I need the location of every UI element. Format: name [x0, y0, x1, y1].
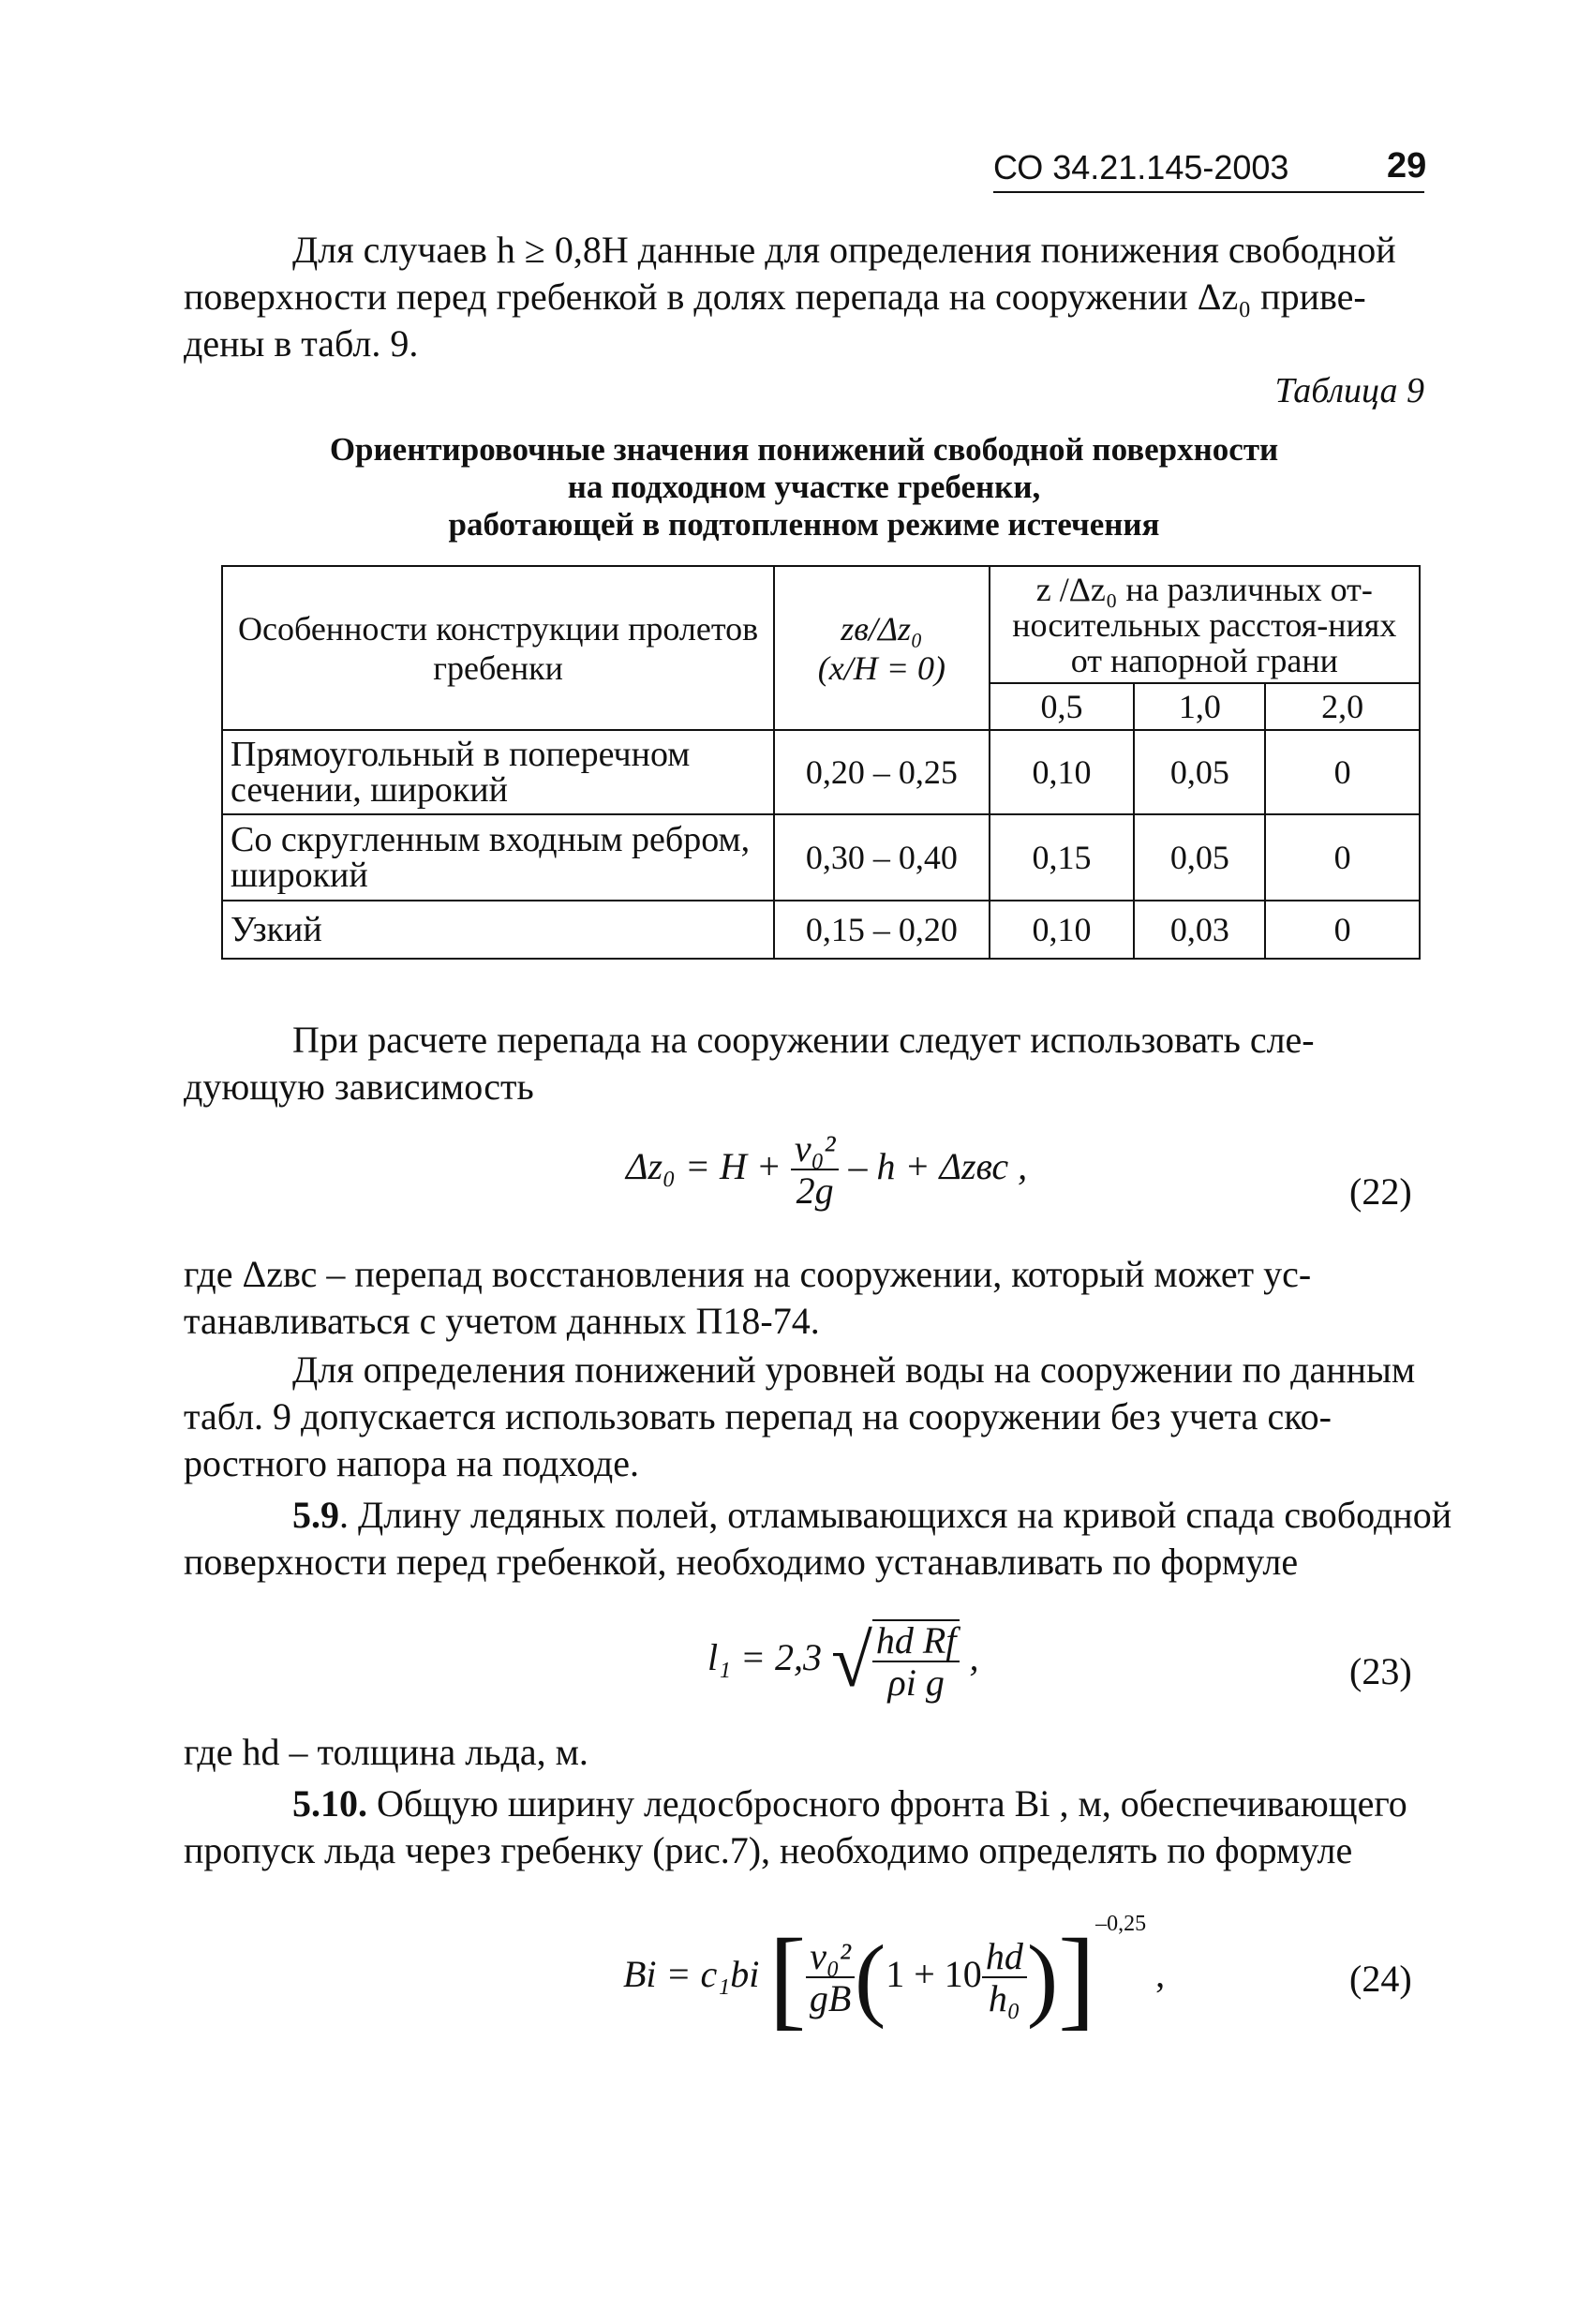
formula-24-denominator-2: h₀	[988, 1976, 1020, 2019]
table-label: Таблица 9	[1274, 371, 1424, 410]
formula-24	[623, 1912, 1166, 2040]
formula-22-number: (22)	[1349, 1170, 1412, 1213]
formula-24-tail: ,	[1155, 1953, 1166, 1995]
formula-24-numerator-2: hd	[982, 1937, 1027, 1978]
row-v2: 0,05	[1134, 814, 1265, 901]
right-bracket-icon: ]	[1058, 1914, 1096, 2040]
row-z0: 0,20 – 0,25	[774, 730, 990, 814]
formula-22-denominator: 2g	[796, 1169, 834, 1212]
formula-23-fraction	[872, 1619, 960, 1704]
calc-line-2: дующую зависимость	[184, 1065, 534, 1108]
document-code: СО 34.21.145-2003	[993, 148, 1289, 186]
intro-line-2: поверхности перед гребенкой в долях перепада на сооружении Δz₀ приве-	[184, 276, 1366, 318]
formula-23-lhs: l₁ = 2,3	[707, 1636, 823, 1679]
formula-24-numerator-1: v₀²	[806, 1937, 855, 1978]
section-5-10-line-1	[292, 1780, 1424, 1827]
formula-24-denominator-1: gB	[809, 1976, 852, 2019]
left-bracket-icon: [	[768, 1914, 807, 2040]
col-header-z0-line-2: (x/H = 0)	[817, 648, 945, 687]
formula-22	[626, 1129, 1027, 1212]
header-rule	[993, 191, 1424, 193]
formula-23-tail: ,	[969, 1636, 979, 1679]
where22-line-2: танавливаться с учетом данных П18-74.	[184, 1300, 820, 1342]
formula-24-fraction-2	[982, 1934, 1027, 2019]
sub-header-0-5: 0,5	[990, 683, 1135, 730]
table-row	[222, 730, 1420, 814]
row-name: Узкий	[222, 901, 774, 959]
formula-22-lhs: Δz₀ = H +	[626, 1145, 782, 1188]
col-header-z0	[774, 566, 990, 730]
levels-line-2: табл. 9 допускается использовать перепад на сооружении без учета ско-	[184, 1395, 1332, 1438]
row-v3: 0	[1265, 814, 1420, 901]
formula-24-exponent: –0,25	[1095, 1912, 1147, 1936]
row-name: Прямоугольный в поперечном сечении, широкий	[222, 730, 774, 814]
table-row	[222, 814, 1420, 901]
left-paren-icon: (	[854, 1925, 886, 2030]
row-name: Со скругленным входным ребром, широкий	[222, 814, 774, 901]
table-title-line-3: работающей в подтопленном режиме истечения	[448, 506, 1160, 543]
table-9	[221, 565, 1421, 960]
intro-line-3: дены в табл. 9.	[184, 322, 419, 365]
formula-22-fraction	[791, 1129, 840, 1212]
intro-line-1: Для случаев h ≥ 0,8H данные для определения понижения свободной	[292, 229, 1396, 271]
where23: где hd – толщина льда, м.	[184, 1731, 588, 1773]
page-number: 29	[1387, 146, 1427, 186]
table-row	[222, 901, 1420, 959]
formula-24-number: (24)	[1349, 1958, 1412, 2000]
formula-22-numerator: v₀²	[791, 1129, 840, 1170]
section-5-9-text-1: . Длину ледяных полей, отламывающихся на кривой спада свободной	[339, 1494, 1452, 1536]
col-header-construction: Особенности конструкции пролетов гребенки	[222, 566, 774, 730]
section-5-9-line-2: поверхности перед гребенкой, необходимо устанавливать по формуле	[184, 1541, 1299, 1583]
row-v2: 0,03	[1134, 901, 1265, 959]
row-v2: 0,05	[1134, 730, 1265, 814]
formula-24-fraction-1	[806, 1934, 855, 2019]
formula-23-number: (23)	[1349, 1650, 1412, 1692]
col-header-group: z /Δz₀ на различных от-носительных расстоя-ниях от напорной грани	[990, 566, 1420, 683]
col-header-z0-line-1: zв/Δz₀	[841, 609, 923, 648]
sub-header-1-0: 1,0	[1134, 683, 1265, 730]
row-v1: 0,10	[990, 730, 1135, 814]
section-5-9-line-1	[292, 1492, 1452, 1539]
row-z0: 0,30 – 0,40	[774, 814, 990, 901]
right-paren-icon: )	[1026, 1925, 1059, 2030]
row-z0: 0,15 – 0,20	[774, 901, 990, 959]
formula-23-denominator: ρi g	[887, 1661, 945, 1704]
section-5-9-number: 5.9	[292, 1494, 339, 1536]
levels-line-1: Для определения понижений уровней воды на сооружении по данным	[292, 1348, 1416, 1391]
table-title-line-2: на подходном участке гребенки,	[567, 469, 1041, 505]
sub-header-2-0: 2,0	[1265, 683, 1420, 730]
where22-line-1: где Δzвс – перепад восстановления на сооружении, который может ус-	[184, 1253, 1312, 1295]
formula-24-lhs: Bi = c₁bi	[623, 1953, 760, 1995]
section-5-10-text-1: Общую ширину ледосбросного фронта Bi , м, обеспечивающего	[367, 1782, 1407, 1825]
formula-24-mid: 1 + 10	[886, 1953, 982, 1995]
sqrt-icon: √	[831, 1620, 872, 1703]
row-v1: 0,10	[990, 901, 1135, 959]
row-v3: 0	[1265, 730, 1420, 814]
levels-line-3: ростного напора на подходе.	[184, 1442, 640, 1484]
calc-line-1: При расчете перепада на сооружении следует использовать сле-	[292, 1019, 1315, 1061]
section-5-10-number: 5.10.	[292, 1782, 367, 1825]
formula-23	[707, 1619, 978, 1704]
section-5-10-line-2: пропуск льда через гребенку (рис.7), необходимо определять по формуле	[184, 1829, 1353, 1871]
row-v1: 0,15	[990, 814, 1135, 901]
formula-22-rhs: – h + Δzвс ,	[848, 1145, 1028, 1188]
table-title-line-1: Ориентировочные значения понижений свободной поверхности	[329, 431, 1279, 468]
row-v3: 0	[1265, 901, 1420, 959]
formula-23-numerator: hd Rf	[872, 1621, 960, 1662]
